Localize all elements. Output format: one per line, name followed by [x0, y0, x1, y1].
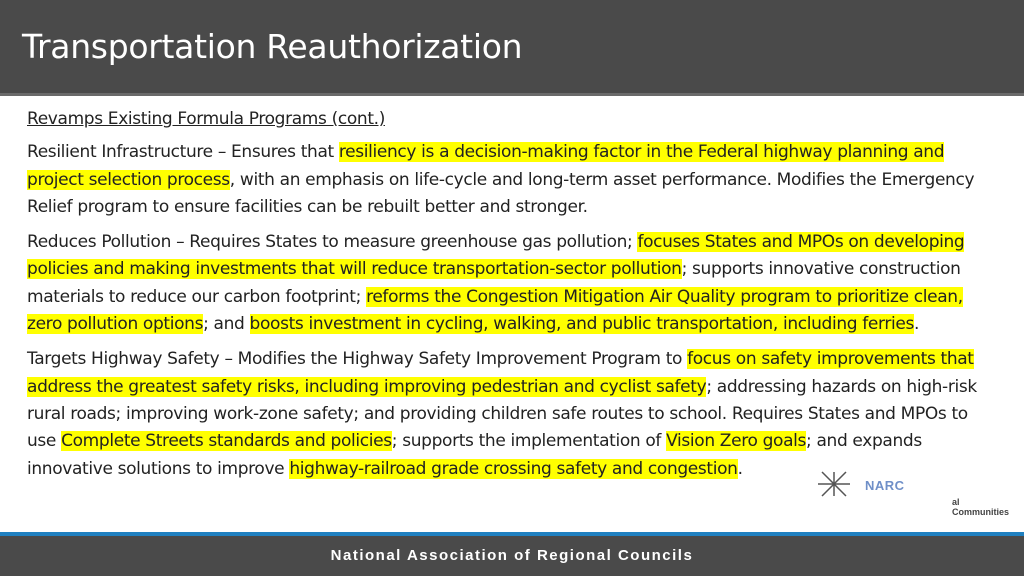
- body-paragraph: [27, 346, 987, 482]
- body-text: .: [737, 458, 743, 479]
- body-text: ; supports the implementation of: [391, 431, 667, 452]
- body-text: .: [914, 314, 920, 335]
- highlighted-text: boosts investment in cycling, walking, and public transportation, including ferries: [249, 314, 914, 335]
- narc-logo: [812, 468, 1012, 518]
- highlighted-text: Vision Zero goals: [666, 431, 807, 452]
- slide-header: [0, 0, 1024, 93]
- body-text: Targets Highway Safety – Modifies the Highway Safety Improvement Program to: [27, 349, 688, 370]
- header-divider: [0, 93, 1024, 96]
- body-text: ; supports innovative construction materials to reduce our carbon footprint;: [27, 259, 961, 307]
- body-text: Resilient Infrastructure – Ensures that: [27, 142, 339, 163]
- paragraph-list: [27, 139, 987, 483]
- highlighted-text: Complete Streets standards and policies: [61, 431, 392, 452]
- highlighted-text: focuses States and MPOs on developing policies and making investments that will reduce transportation-sector pollution: [27, 232, 965, 280]
- logo-tagline: al Communities: [952, 497, 1010, 517]
- slide-title: Transportation Reauthorization: [22, 27, 523, 66]
- highlighted-text: reforms the Congestion Mitigation Air Quality program to prioritize clean, zero pollution options: [27, 286, 963, 335]
- body-text: , with an emphasis on life-cycle and long-term asset performance. Modifies the Emergency Relief program to ensure facilities can be rebuilt better and stronger.: [27, 169, 975, 217]
- body-text: ; addressing hazards on high-risk rural roads; improving work-zone safety; and providing children safe routes to school. Requires States and MPOs to use: [27, 376, 977, 452]
- body-text: ; and: [203, 314, 250, 335]
- highlighted-text: highway-railroad grade crossing safety and congestion: [289, 458, 738, 479]
- narc-logo-icon: [812, 468, 862, 508]
- slide-body: [27, 106, 987, 491]
- section-subheading: Revamps Existing Formula Programs (cont.): [27, 109, 385, 129]
- logo-abbreviation: NARC: [865, 478, 905, 493]
- body-text: ; and expands innovative solutions to improve: [27, 431, 922, 479]
- highlighted-text: focus on safety improvements that address the greatest safety risks, including improving pedestrian and cyclist safety: [27, 349, 974, 397]
- highlighted-text: resiliency is a decision-making factor in the Federal highway planning and project selection process: [27, 142, 945, 190]
- body-text: Reduces Pollution – Requires States to measure greenhouse gas pollution;: [27, 232, 638, 253]
- body-paragraph: [27, 229, 987, 338]
- body-paragraph: [27, 139, 987, 221]
- footer-text: National Association of Regional Councils: [330, 547, 694, 564]
